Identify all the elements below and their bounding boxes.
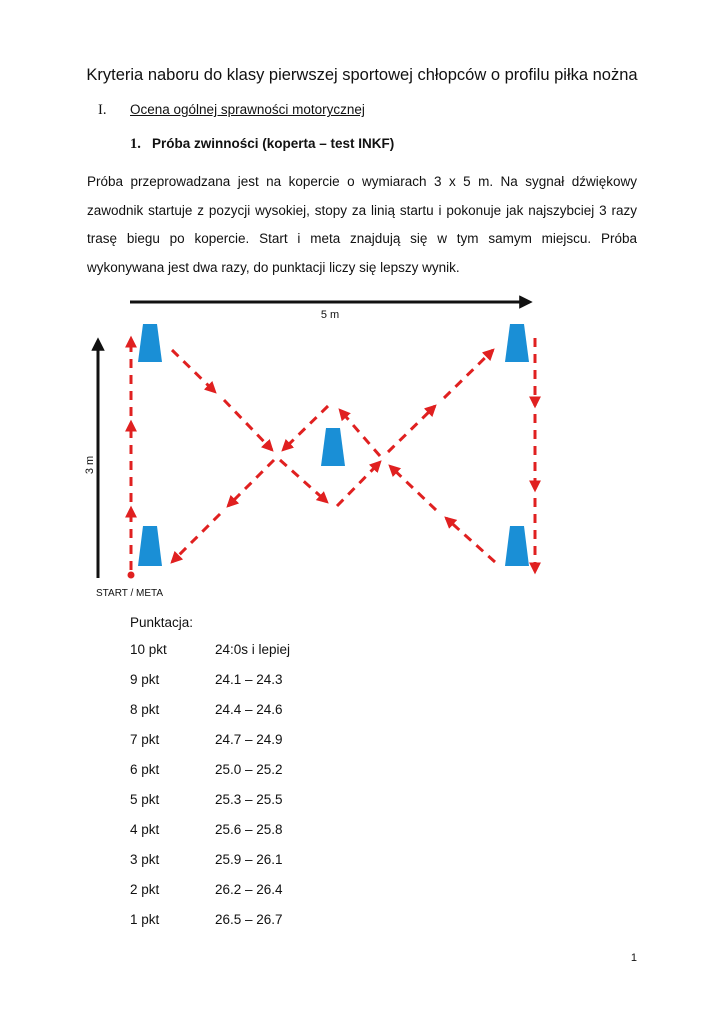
bottom-right-cone [505, 526, 529, 566]
score-points: 10 pkt [130, 642, 167, 657]
path-arrow-diag-4a [388, 406, 435, 452]
path-arrow-diag-5 [446, 518, 495, 562]
scoring-table [130, 642, 290, 942]
start-label: START / META [96, 588, 164, 599]
subsection-label: Próba zwinności (koperta – test INKF) [152, 136, 395, 151]
subsection-heading [130, 136, 394, 153]
envelope-course-diagram [0, 280, 724, 605]
height-label: 3 m [84, 455, 96, 475]
score-points: 1 pkt [130, 912, 160, 927]
score-time: 26.2 – 26.4 [215, 882, 283, 897]
score-row [130, 762, 290, 792]
score-time: 25.0 – 25.2 [215, 762, 283, 777]
score-time: 25.6 – 25.8 [215, 822, 283, 837]
score-time: 25.9 – 26.1 [215, 852, 283, 867]
top-right-cone [505, 324, 529, 362]
document-title: Kryteria naboru do klasy pierwszej sportowej chłopców o profilu piłka nożna [86, 66, 638, 84]
score-points: 9 pkt [130, 672, 160, 687]
score-points: 2 pkt [130, 882, 160, 897]
section-label: Ocena ogólnej sprawności motorycznej [130, 102, 365, 117]
score-time: 24:0s i lepiej [215, 642, 291, 657]
path-arrow-diag-2 [280, 460, 327, 502]
score-row [130, 912, 290, 942]
section-number: I. [98, 102, 107, 118]
score-points: 8 pkt [130, 702, 160, 717]
score-time: 24.1 – 24.3 [215, 672, 283, 687]
score-points: 4 pkt [130, 822, 160, 837]
score-row [130, 852, 290, 882]
page-number: 1 [630, 952, 637, 964]
scoring-heading: Punktacja: [130, 615, 194, 630]
score-row [130, 672, 290, 702]
top-left-cone [138, 324, 162, 362]
path-arrow-diag-4b [444, 350, 493, 398]
section-heading [98, 102, 365, 119]
path-arrow-diag-6 [390, 466, 436, 510]
score-time: 24.7 – 24.9 [215, 732, 283, 747]
path-arrow-diag-7 [340, 410, 380, 456]
score-row [130, 882, 290, 912]
description-paragraph: Próba przeprowadzana jest na kopercie o wymiarach 3 x 5 m. Na sygnał dźwiękowy zawodnik startuje z pozycji wysokiej, stopy za linią startu i pokonuje jak najszybciej 3 razy trasę biegu po kopercie. Start i meta znajdują się w tym samym miejscu. Próba wykonywana jest dwa razy, do punktacji liczy się lepszy wynik. [87, 174, 637, 275]
score-row [130, 792, 290, 822]
width-label: 5 m [320, 309, 340, 321]
score-points: 6 pkt [130, 762, 160, 777]
score-row [130, 702, 290, 732]
path-arrow-diag-8 [283, 406, 328, 450]
center-cone [321, 428, 345, 466]
score-points: 5 pkt [130, 792, 160, 807]
path-arrow-diag-9a [228, 460, 274, 506]
score-time: 26.5 – 26.7 [215, 912, 283, 927]
path-arrow-diag-1a [172, 350, 215, 392]
score-row [130, 642, 290, 672]
subsection-number: 1. [130, 136, 141, 152]
path-arrow-diag-1b [224, 400, 272, 450]
score-time: 25.3 – 25.5 [215, 792, 283, 807]
path-arrow-diag-3 [337, 462, 380, 506]
score-points: 7 pkt [130, 732, 160, 747]
path-arrow-diag-9b [172, 514, 220, 562]
score-points: 3 pkt [130, 852, 160, 867]
bottom-left-cone [138, 526, 162, 566]
score-row [130, 732, 290, 762]
score-time: 24.4 – 24.6 [215, 702, 283, 717]
score-row [130, 822, 290, 852]
start-point [128, 572, 135, 579]
